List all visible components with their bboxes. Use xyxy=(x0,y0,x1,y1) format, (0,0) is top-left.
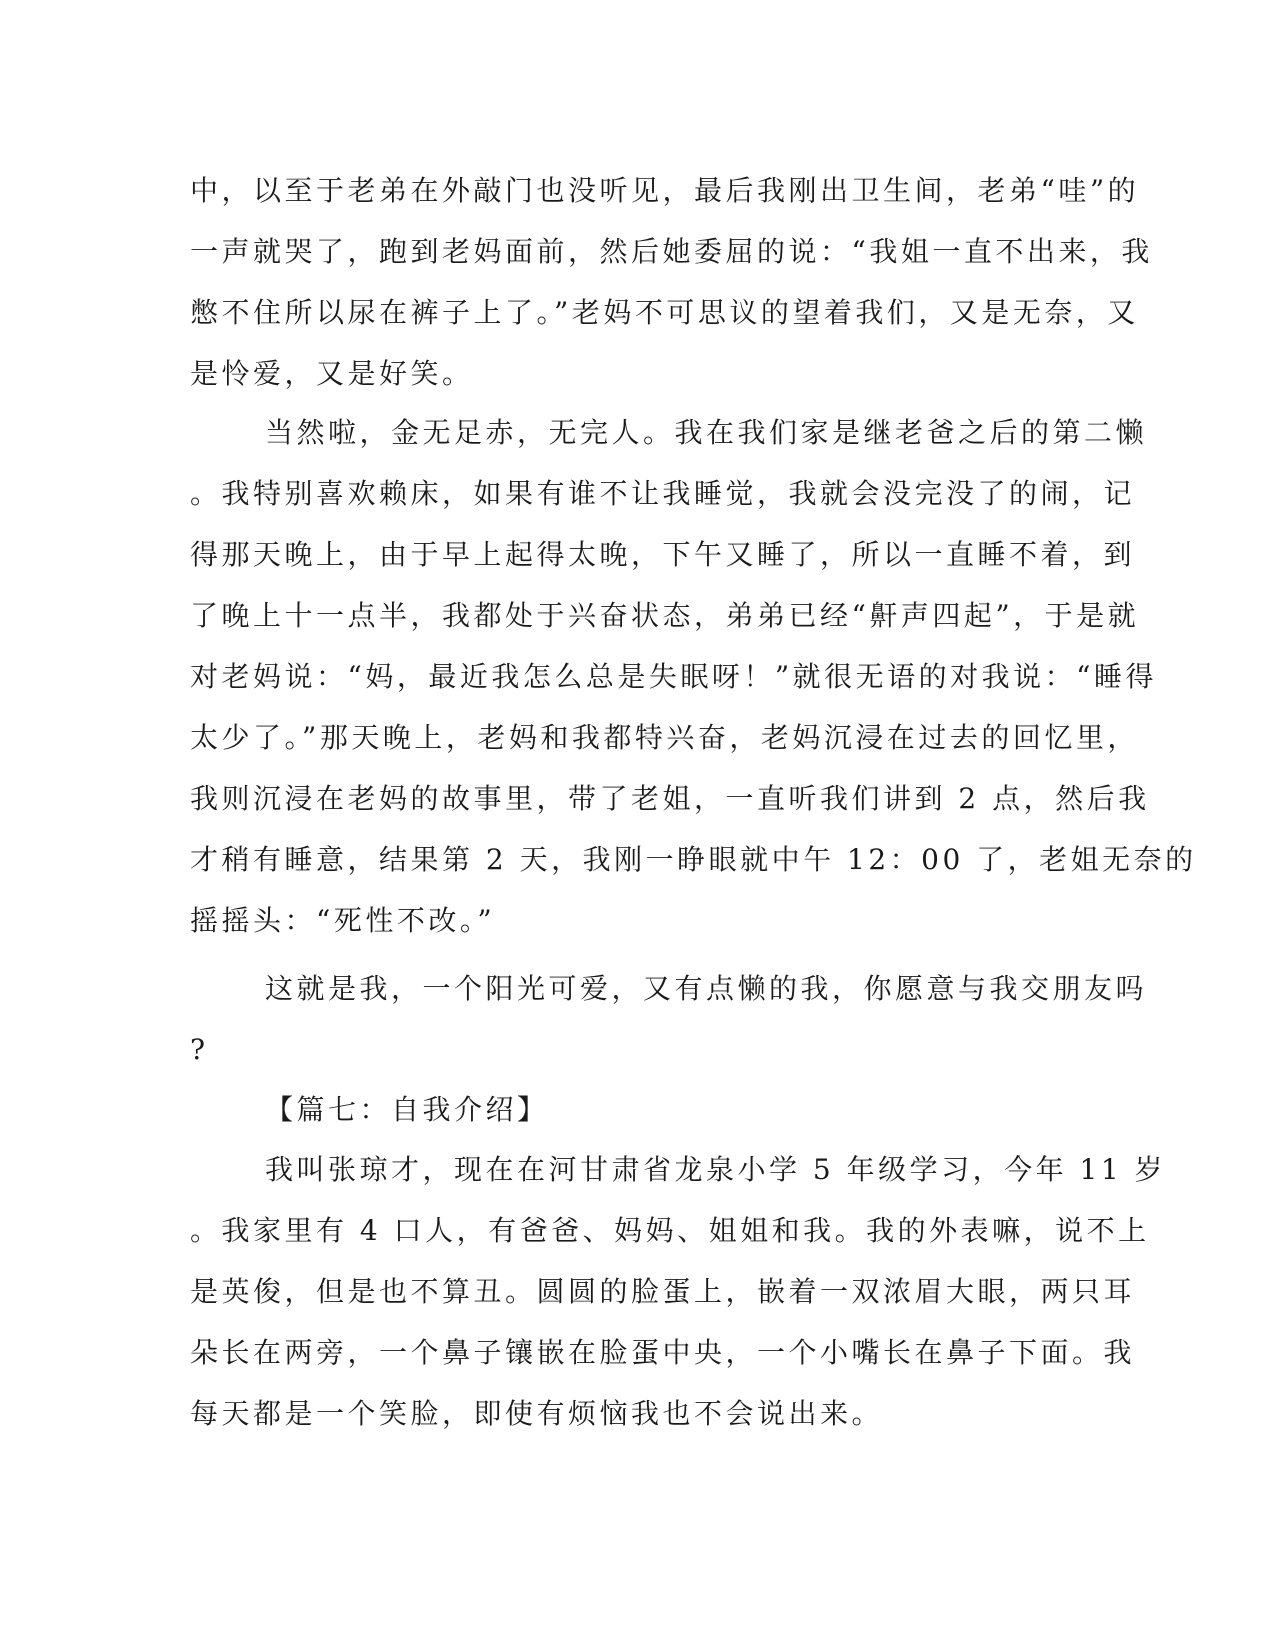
text-line: 才稍有睡意，结果第 2 天，我刚一睁眼就中午 12：00 了，老姐无奈的 xyxy=(190,843,1197,876)
text-line: 一声就哭了，跑到老妈面前，然后她委屈的说：“我姐一直不出来，我 xyxy=(190,235,1153,268)
paragraph-self-intro xyxy=(190,1139,1167,1444)
paragraph-closing xyxy=(190,958,1148,1080)
text-line: 我则沉浸在老妈的故事里，带了老姐，一直听我们讲到 2 点，然后我 xyxy=(190,782,1150,815)
text-line: 得那天晚上，由于早上起得太晚，下午又睡了，所以一直睡不着，到 xyxy=(190,538,1136,571)
text-line: 是怜爱，又是好笑。 xyxy=(190,357,474,390)
text-line: 摇摇头：“死性不改。” xyxy=(190,904,496,937)
section-heading xyxy=(190,1079,1080,1140)
text-line: 我叫张琼才，现在在河甘肃省龙泉小学 5 年级学习，今年 11 岁 xyxy=(265,1153,1167,1186)
paragraph-lazy-story xyxy=(190,402,1197,951)
text-line: 憋不住所以尿在裤子上了。”老妈不可思议的望着我们，又是无奈，又 xyxy=(190,296,1139,329)
section-title: 【篇七：自我介绍】 xyxy=(265,1093,549,1126)
text-line: 每天都是一个笑脸，即使有烦恼我也不会说出来。 xyxy=(190,1397,884,1430)
text-line: 这就是我，一个阳光可爱，又有点懒的我，你愿意与我交朋友吗 xyxy=(265,972,1148,1005)
text-line: 当然啦，金无足赤，无完人。我在我们家是继老爸之后的第二懒 xyxy=(265,416,1148,449)
text-line: 。我特别喜欢赖床，如果有谁不让我睡觉，我就会没完没了的闹，记 xyxy=(190,477,1136,510)
text-line: 对老妈说：“妈，最近我怎么总是失眠呀！”就很无语的对我说：“睡得 xyxy=(190,660,1157,693)
text-line: 是英俊，但是也不算丑。圆圆的脸蛋上，嵌着一双浓眉大眼，两只耳 xyxy=(190,1275,1136,1308)
text-line: 。我家里有 4 口人，有爸爸、妈妈、姐姐和我。我的外表嘛，说不上 xyxy=(190,1214,1150,1247)
text-line: 太少了。”那天晚上，老妈和我都特兴奋，老妈沉浸在过去的回忆里， xyxy=(190,721,1139,754)
text-line: 中，以至于老弟在外敲门也没听见，最后我刚出卫生间，老弟“哇”的 xyxy=(190,174,1140,207)
text-line: ? xyxy=(190,1033,209,1066)
text-line: 朵长在两旁，一个鼻子镶嵌在脸蛋中央，一个小嘴长在鼻子下面。我 xyxy=(190,1336,1136,1369)
paragraph-bathroom-story xyxy=(190,160,1153,404)
text-line: 了晚上十一点半，我都处于兴奋状态，弟弟已经“鼾声四起”，于是就 xyxy=(190,599,1140,632)
